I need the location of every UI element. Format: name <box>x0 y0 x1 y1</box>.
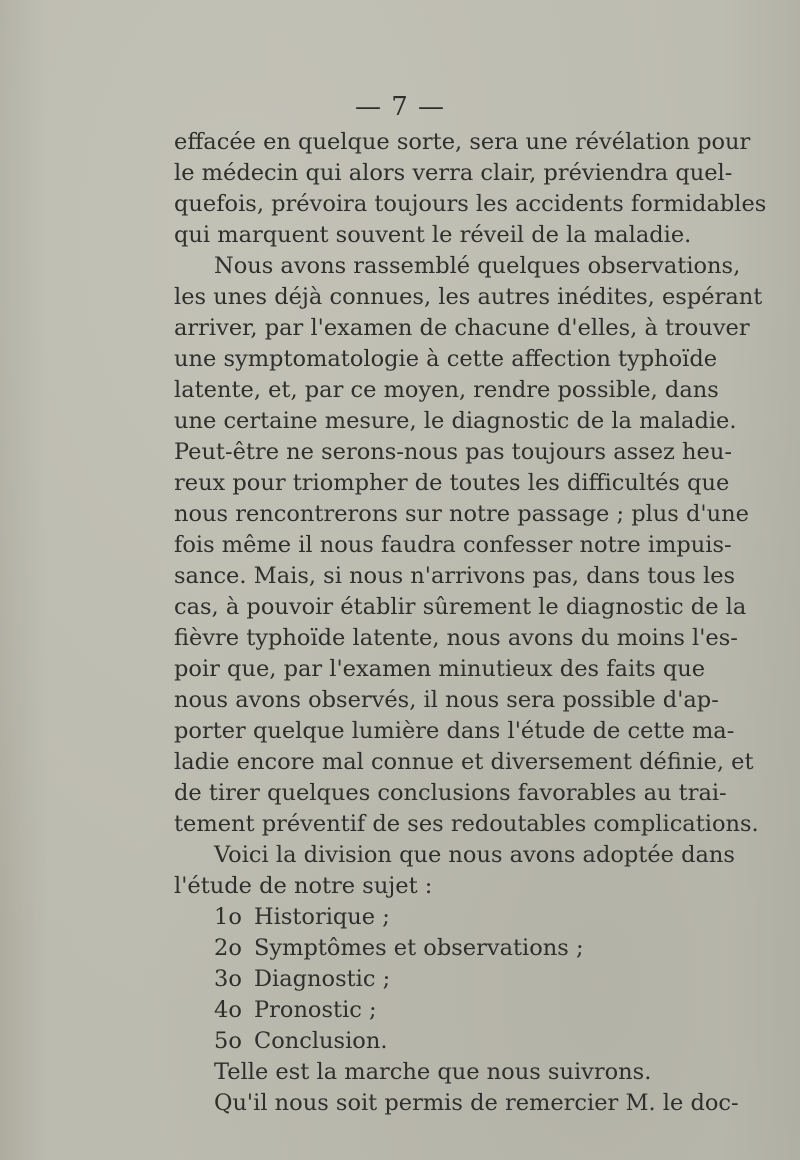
text-line: reux pour triompher de toutes les difficultés que <box>174 470 730 496</box>
text-line: Peut-être ne serons-nous pas toujours assez heu- <box>174 439 732 465</box>
text-line: tement préventif de ses redoutables complications. <box>174 811 759 837</box>
list-item <box>214 962 390 996</box>
text-line: Qu'il nous soit permis de remercier M. le doc- <box>214 1090 739 1116</box>
list-number: 2o <box>214 935 242 961</box>
text-line: sance. Mais, si nous n'arrivons pas, dans tous les <box>174 563 736 589</box>
text-line: nous avons observés, il nous sera possible d'ap- <box>174 687 719 713</box>
list-text: Pronostic ; <box>254 997 377 1023</box>
text-line: quefois, prévoira toujours les accidents formidables <box>174 191 767 217</box>
list-item <box>214 993 377 1027</box>
list-text: Conclusion. <box>254 1028 388 1054</box>
text-line: le médecin qui alors verra clair, préviendra quel- <box>174 160 733 186</box>
list-text: Historique ; <box>254 904 390 930</box>
text-line: ladie encore mal connue et diversement définie, et <box>174 749 754 775</box>
text-line: cas, à pouvoir établir sûrement le diagnostic de la <box>174 594 747 620</box>
text-line: de tirer quelques conclusions favorables au trai- <box>174 780 727 806</box>
text-line: porter quelque lumière dans l'étude de cette ma- <box>174 718 735 744</box>
text-line: effacée en quelque sorte, sera une révélation pour <box>174 129 751 155</box>
text-line: une symptomatologie à cette affection typhoïde <box>174 346 718 372</box>
text-line: fois même il nous faudra confesser notre impuis- <box>174 532 732 558</box>
text-line: latente, et, par ce moyen, rendre possible, dans <box>174 377 719 403</box>
text-line: Nous avons rassemblé quelques observations, <box>214 253 741 279</box>
list-number: 4o <box>214 997 242 1023</box>
text-line: qui marquent souvent le réveil de la maladie. <box>174 222 692 248</box>
text-line: l'étude de notre sujet : <box>174 873 433 899</box>
list-item <box>214 900 390 934</box>
list-text: Diagnostic ; <box>254 966 391 992</box>
page-number: — 7 — <box>354 92 446 122</box>
list-item <box>214 1024 387 1058</box>
text-line: nous rencontrerons sur notre passage ; plus d'une <box>174 501 749 527</box>
text-line: Voici la division que nous avons adoptée dans <box>214 842 735 868</box>
list-item <box>214 931 584 965</box>
list-number: 5o <box>214 1028 242 1054</box>
text-line: les unes déjà connues, les autres inédites, espérant <box>174 284 763 310</box>
list-text: Symptômes et observations ; <box>254 935 584 961</box>
text-line: Telle est la marche que nous suivrons. <box>214 1059 652 1085</box>
list-number: 1o <box>214 904 242 930</box>
text-line: poir que, par l'examen minutieux des faits que <box>174 656 706 682</box>
list-number: 3o <box>214 966 242 992</box>
text-line: arriver, par l'examen de chacune d'elles, à trouver <box>174 315 750 341</box>
text-line: fièvre typhoïde latente, nous avons du moins l'es- <box>174 625 738 651</box>
text-line: une certaine mesure, le diagnostic de la maladie. <box>174 408 737 434</box>
